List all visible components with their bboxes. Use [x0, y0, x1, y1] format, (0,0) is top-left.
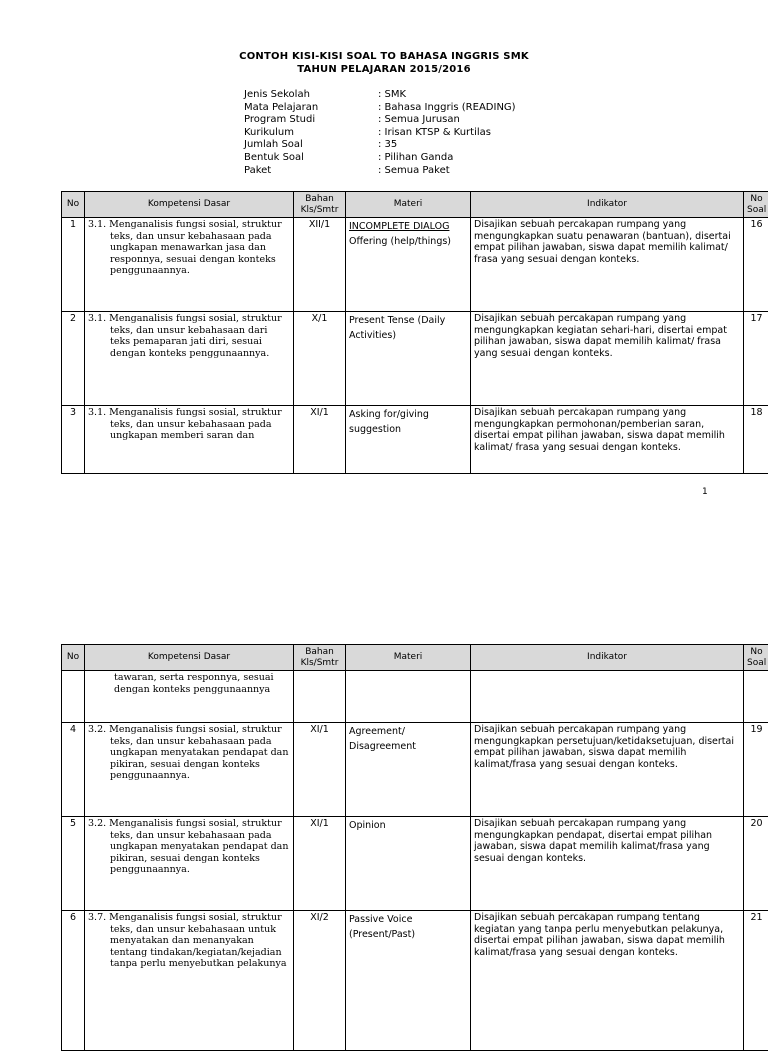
kompetensi-text: 3.2. Menganalisis fungsi sosial, struktur teks, dan unsur kebahasaan pada ungkapan menyatakan pendapat dan pikiran, sesuai dengan konteks penggunaannya.: [88, 724, 290, 782]
materi-text: Offering (help/things): [349, 236, 451, 247]
cell-indikator: Disajikan sebuah percakapan rumpang yang mengungkapkan kegiatan sehari-hari, disertai empat pilihan jawaban, siswa dapat memilih kalimat/ frasa yang sesuai dengan konteks.: [471, 312, 744, 406]
document-meta: [244, 89, 516, 177]
cell-kompetensi: [85, 218, 294, 312]
cell-bahan: XI/2: [294, 911, 346, 1051]
table-header-row: [62, 645, 768, 671]
meta-label: Jenis Sekolah: [244, 89, 378, 102]
cell-materi: Asking for/giving suggestion: [346, 406, 471, 474]
cell-indikator: Disajikan sebuah percakapan rumpang yang mengungkapkan persetujuan/ketidaksetujuan, disertai empat pilihan jawaban, siswa dapat memilih kalimat/frasa yang sesuai dengan konteks.: [471, 723, 744, 817]
kisi-kisi-table-continued: [61, 644, 768, 1051]
document-title: CONTOH KISI-KISI SOAL TO BAHASA INGGRIS SMK: [0, 51, 768, 62]
col-header-kompetensi: Kompetensi Dasar: [85, 645, 294, 671]
page-2: [0, 600, 768, 1024]
cell-no: 6: [62, 911, 85, 1051]
cell-no: 1: [62, 218, 85, 312]
cell-no-soal: 21: [744, 911, 768, 1051]
cell-no: [62, 671, 85, 723]
cell-materi: [346, 218, 471, 312]
meta-row: [244, 89, 516, 102]
meta-label: Jumlah Soal: [244, 139, 378, 152]
meta-row: [244, 152, 516, 165]
col-header-indikator: Indikator: [471, 192, 744, 218]
table-row: [62, 406, 768, 474]
cell-kompetensi: [85, 671, 294, 723]
meta-row: [244, 114, 516, 127]
col-header-indikator: Indikator: [471, 645, 744, 671]
cell-kompetensi: [85, 817, 294, 911]
cell-no-soal: 16: [744, 218, 768, 312]
cell-indikator: Disajikan sebuah percakapan rumpang yang mengungkapkan suatu penawaran (bantuan), disertai empat pilihan jawaban, siswa dapat memilih kalimat/ frasa yang sesuai dengan konteks.: [471, 218, 744, 312]
page-number: 1: [702, 487, 708, 497]
meta-label: Paket: [244, 165, 378, 178]
kompetensi-text: 3.1. Menganalisis fungsi sosial, struktur teks, dan unsur kebahasaan pada ungkapan memberi saran dan: [88, 407, 290, 442]
table-row: [62, 312, 768, 406]
meta-row: [244, 139, 516, 152]
cell-bahan: XI/1: [294, 817, 346, 911]
cell-kompetensi: [85, 723, 294, 817]
meta-label: Kurikulum: [244, 127, 378, 140]
col-header-no-soal: No Soal: [744, 645, 768, 671]
meta-value: : 35: [378, 139, 397, 152]
table-row: [62, 218, 768, 312]
col-header-no: No: [62, 192, 85, 218]
table-row-continued: [62, 671, 768, 723]
materi-heading: INCOMPLETE DIALOG: [349, 219, 467, 234]
cell-materi: Present Tense (Daily Activities): [346, 312, 471, 406]
cell-no: 2: [62, 312, 85, 406]
cell-no-soal: 17: [744, 312, 768, 406]
table-row: [62, 817, 768, 911]
meta-value: : Semua Jurusan: [378, 114, 460, 127]
cell-no-soal: 20: [744, 817, 768, 911]
meta-value: : Pilihan Ganda: [378, 152, 453, 165]
kompetensi-text: 3.2. Menganalisis fungsi sosial, struktur teks, dan unsur kebahasaan pada ungkapan menyatakan pendapat dan pikiran, sesuai dengan konteks penggunaannya.: [88, 818, 290, 876]
col-header-no-soal: No Soal: [744, 192, 768, 218]
kisi-kisi-table: [61, 191, 768, 474]
cell-no-soal: 19: [744, 723, 768, 817]
meta-row: [244, 127, 516, 140]
meta-value: : Semua Paket: [378, 165, 450, 178]
col-header-materi: Materi: [346, 192, 471, 218]
cell-no-soal: 18: [744, 406, 768, 474]
kompetensi-text: tawaran, serta responnya, sesuai dengan konteks penggunaannya: [88, 672, 290, 695]
col-header-materi: Materi: [346, 645, 471, 671]
col-header-bahan: Bahan Kls/Smtr: [294, 645, 346, 671]
kompetensi-text: 3.1. Menganalisis fungsi sosial, struktur teks, dan unsur kebahasaan pada ungkapan menawarkan jasa dan responnya, sesuai dengan konteks penggunaannya.: [88, 219, 290, 277]
cell-no: 3: [62, 406, 85, 474]
meta-value: : Bahasa Inggris (READING): [378, 102, 516, 115]
cell-no: 4: [62, 723, 85, 817]
cell-materi: [346, 671, 471, 723]
meta-label: Program Studi: [244, 114, 378, 127]
cell-kompetensi: [85, 911, 294, 1051]
kompetensi-text: 3.7. Menganalisis fungsi sosial, struktur teks, dan unsur kebahasaan untuk menyatakan dan menanyakan tentang tindakan/kegiatan/kejadian tanpa perlu menyebutkan pelakunya: [88, 912, 290, 970]
cell-no-soal: [744, 671, 768, 723]
cell-no: 5: [62, 817, 85, 911]
cell-materi: Agreement/ Disagreement: [346, 723, 471, 817]
kompetensi-text: 3.1. Menganalisis fungsi sosial, struktur teks, dan unsur kebahasaan dari teks pemaparan jati diri, sesuai dengan konteks penggunaannya.: [88, 313, 290, 359]
cell-indikator: [471, 671, 744, 723]
meta-label: Bentuk Soal: [244, 152, 378, 165]
col-header-kompetensi: Kompetensi Dasar: [85, 192, 294, 218]
cell-kompetensi: [85, 312, 294, 406]
meta-value: : Irisan KTSP & Kurtilas: [378, 127, 491, 140]
document-subtitle: TAHUN PELAJARAN 2015/2016: [0, 64, 768, 75]
table-row: [62, 911, 768, 1051]
meta-label: Mata Pelajaran: [244, 102, 378, 115]
meta-row: [244, 102, 516, 115]
cell-kompetensi: [85, 406, 294, 474]
cell-bahan: XI/1: [294, 406, 346, 474]
cell-bahan: X/1: [294, 312, 346, 406]
col-header-bahan: Bahan Kls/Smtr: [294, 192, 346, 218]
cell-bahan: XII/1: [294, 218, 346, 312]
meta-value: : SMK: [378, 89, 406, 102]
table-row: [62, 723, 768, 817]
page-1: [0, 0, 768, 520]
table-header-row: [62, 192, 768, 218]
cell-indikator: Disajikan sebuah percakapan rumpang yang mengungkapkan permohonan/pemberian saran, disertai empat pilihan jawaban, siswa dapat memilih kalimat/ frasa yang sesuai dengan konteks.: [471, 406, 744, 474]
meta-row: [244, 165, 516, 178]
col-header-no: No: [62, 645, 85, 671]
cell-bahan: XI/1: [294, 723, 346, 817]
cell-materi: Opinion: [346, 817, 471, 911]
cell-materi: Passive Voice (Present/Past): [346, 911, 471, 1051]
cell-indikator: Disajikan sebuah percakapan rumpang tentang kegiatan yang tanpa perlu menyebutkan pelakunya, disertai empat pilihan jawaban, siswa dapat memilih kalimat/frasa yang sesuai dengan konteks.: [471, 911, 744, 1051]
cell-indikator: Disajikan sebuah percakapan rumpang yang mengungkapkan pendapat, disertai empat pilihan jawaban, siswa dapat memilih kalimat/frasa yang sesuai dengan konteks.: [471, 817, 744, 911]
cell-bahan: [294, 671, 346, 723]
